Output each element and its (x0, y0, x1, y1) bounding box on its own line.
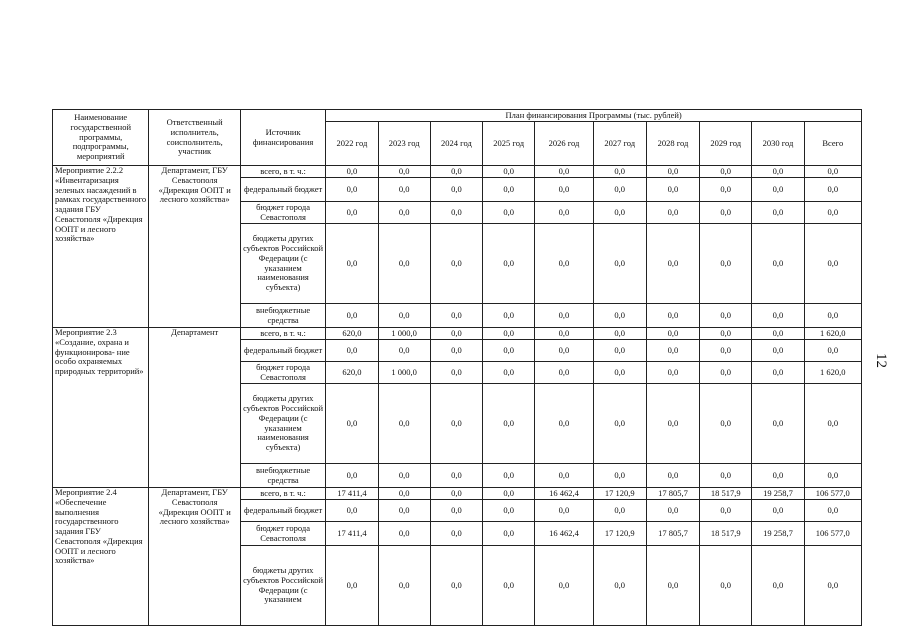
value-cell: 620,0 (326, 328, 378, 340)
value-cell: 0,0 (752, 166, 804, 178)
header-year: 2027 год (593, 122, 646, 166)
value-cell: 0,0 (483, 166, 535, 178)
value-cell: 0,0 (646, 500, 699, 522)
value-cell: 0,0 (378, 224, 430, 304)
value-cell: 19 258,7 (752, 522, 804, 546)
value-cell: 0,0 (430, 202, 482, 224)
value-cell: 0,0 (804, 464, 861, 488)
value-cell: 17 120,9 (593, 522, 646, 546)
value-cell: 0,0 (535, 340, 593, 362)
value-cell: 0,0 (593, 166, 646, 178)
value-cell: 0,0 (535, 304, 593, 328)
value-cell: 17 805,7 (646, 488, 699, 500)
value-cell: 1 620,0 (804, 362, 861, 384)
value-cell: 0,0 (535, 500, 593, 522)
value-cell: 0,0 (646, 328, 699, 340)
value-cell: 0,0 (752, 384, 804, 464)
value-cell: 0,0 (378, 202, 430, 224)
responsible-executor: Департамент (149, 328, 240, 488)
value-cell: 0,0 (378, 546, 430, 626)
value-cell: 0,0 (646, 304, 699, 328)
value-cell: 0,0 (535, 384, 593, 464)
value-cell: 0,0 (535, 546, 593, 626)
header-year: 2025 год (483, 122, 535, 166)
value-cell: 0,0 (326, 304, 378, 328)
value-cell: 0,0 (378, 340, 430, 362)
value-cell: 0,0 (326, 464, 378, 488)
value-cell: 0,0 (700, 546, 752, 626)
value-cell: 0,0 (326, 384, 378, 464)
value-cell: 0,0 (804, 500, 861, 522)
value-cell: 0,0 (430, 546, 482, 626)
value-cell: 0,0 (593, 384, 646, 464)
page-number: 12 (873, 353, 889, 368)
funding-source: всего, в т. ч.: (240, 488, 325, 500)
value-cell: 0,0 (483, 202, 535, 224)
value-cell: 0,0 (430, 488, 482, 500)
value-cell: 0,0 (804, 178, 861, 202)
measure-name: Мероприятие 2.4 «Обеспечение выполнения государственного задания ГБУ Севастополя «Дирекция ООПТ и лесного хозяйства» (53, 488, 149, 626)
value-cell: 0,0 (752, 202, 804, 224)
value-cell: 0,0 (483, 340, 535, 362)
header-year: 2022 год (326, 122, 378, 166)
value-cell: 0,0 (593, 304, 646, 328)
value-cell: 0,0 (700, 304, 752, 328)
value-cell: 0,0 (700, 202, 752, 224)
value-cell: 17 805,7 (646, 522, 699, 546)
funding-source: бюджеты других субъектов Российской Федерации (с указанием наименования субъекта) (240, 384, 325, 464)
value-cell: 0,0 (326, 202, 378, 224)
value-cell: 0,0 (804, 384, 861, 464)
value-cell: 0,0 (326, 340, 378, 362)
value-cell: 0,0 (752, 500, 804, 522)
value-cell: 0,0 (752, 224, 804, 304)
value-cell: 0,0 (593, 202, 646, 224)
value-cell: 0,0 (430, 340, 482, 362)
value-cell: 0,0 (593, 328, 646, 340)
value-cell: 18 517,9 (700, 522, 752, 546)
funding-source: всего, в т. ч.: (240, 166, 325, 178)
value-cell: 0,0 (378, 522, 430, 546)
value-cell: 0,0 (804, 166, 861, 178)
value-cell: 0,0 (700, 384, 752, 464)
value-cell: 17 411,4 (326, 522, 378, 546)
value-cell: 0,0 (326, 224, 378, 304)
value-cell: 18 517,9 (700, 488, 752, 500)
value-cell: 0,0 (483, 178, 535, 202)
value-cell: 0,0 (804, 304, 861, 328)
value-cell: 0,0 (752, 304, 804, 328)
value-cell: 0,0 (483, 304, 535, 328)
value-cell: 0,0 (430, 522, 482, 546)
funding-source: внебюджетные средства (240, 304, 325, 328)
responsible-executor: Департамент, ГБУ Севастополя «Дирекция ООПТ и лесного хозяйства» (149, 488, 240, 626)
value-cell: 0,0 (646, 202, 699, 224)
header-year: Всего (804, 122, 861, 166)
value-cell: 17 411,4 (326, 488, 378, 500)
value-cell: 0,0 (752, 464, 804, 488)
header-plan: План финансирования Программы (тыс. рублей) (326, 110, 862, 122)
value-cell: 1 000,0 (378, 328, 430, 340)
value-cell: 0,0 (700, 362, 752, 384)
table-row (53, 166, 862, 178)
value-cell: 0,0 (752, 178, 804, 202)
funding-source: бюджет города Севастополя (240, 362, 325, 384)
value-cell: 0,0 (378, 384, 430, 464)
measure-name: Мероприятие 2.3 «Создание, охрана и функционирова- ние особо охраняемых природных территорий» (53, 328, 149, 488)
value-cell: 0,0 (804, 202, 861, 224)
value-cell: 17 120,9 (593, 488, 646, 500)
value-cell: 0,0 (483, 522, 535, 546)
funding-source: внебюджетные средства (240, 464, 325, 488)
value-cell: 0,0 (326, 500, 378, 522)
value-cell: 0,0 (378, 178, 430, 202)
value-cell: 0,0 (593, 546, 646, 626)
value-cell: 0,0 (804, 340, 861, 362)
value-cell: 0,0 (593, 464, 646, 488)
value-cell: 0,0 (646, 464, 699, 488)
value-cell: 0,0 (535, 224, 593, 304)
value-cell: 0,0 (700, 328, 752, 340)
value-cell: 0,0 (378, 304, 430, 328)
value-cell: 0,0 (430, 384, 482, 464)
value-cell: 0,0 (326, 546, 378, 626)
header-year: 2026 год (535, 122, 593, 166)
value-cell: 0,0 (646, 384, 699, 464)
value-cell: 0,0 (700, 464, 752, 488)
financing-table (52, 109, 862, 626)
value-cell: 0,0 (593, 500, 646, 522)
value-cell: 0,0 (430, 464, 482, 488)
value-cell: 0,0 (483, 546, 535, 626)
value-cell: 19 258,7 (752, 488, 804, 500)
value-cell: 0,0 (483, 362, 535, 384)
value-cell: 1 000,0 (378, 362, 430, 384)
value-cell: 0,0 (326, 166, 378, 178)
header-year: 2028 год (646, 122, 699, 166)
header-year: 2030 год (752, 122, 804, 166)
value-cell: 0,0 (430, 304, 482, 328)
table-row (53, 488, 862, 500)
funding-source: бюджет города Севастополя (240, 202, 325, 224)
value-cell: 0,0 (804, 224, 861, 304)
value-cell: 0,0 (378, 500, 430, 522)
responsible-executor: Департамент, ГБУ Севастополя «Дирекция ООПТ и лесного хозяйства» (149, 166, 240, 328)
value-cell: 1 620,0 (804, 328, 861, 340)
value-cell: 0,0 (535, 202, 593, 224)
value-cell: 0,0 (646, 340, 699, 362)
value-cell: 0,0 (535, 178, 593, 202)
value-cell: 620,0 (326, 362, 378, 384)
funding-source: федеральный бюджет (240, 340, 325, 362)
value-cell: 0,0 (593, 178, 646, 202)
funding-source: всего, в т. ч.: (240, 328, 325, 340)
value-cell: 0,0 (430, 362, 482, 384)
value-cell: 0,0 (483, 328, 535, 340)
value-cell: 0,0 (646, 362, 699, 384)
value-cell: 16 462,4 (535, 488, 593, 500)
value-cell: 0,0 (378, 488, 430, 500)
value-cell: 0,0 (430, 178, 482, 202)
value-cell: 0,0 (593, 224, 646, 304)
value-cell: 0,0 (483, 224, 535, 304)
value-cell: 0,0 (378, 464, 430, 488)
header-year: 2024 год (430, 122, 482, 166)
header-measure: Наименование государственной программы, подпрограммы, мероприятий (53, 110, 149, 166)
value-cell: 0,0 (593, 362, 646, 384)
value-cell: 0,0 (752, 328, 804, 340)
value-cell: 0,0 (700, 224, 752, 304)
value-cell: 0,0 (646, 178, 699, 202)
funding-source: бюджеты других субъектов Российской Федерации (с указанием (240, 546, 325, 626)
value-cell: 0,0 (646, 224, 699, 304)
value-cell: 0,0 (430, 166, 482, 178)
value-cell: 0,0 (646, 166, 699, 178)
value-cell: 0,0 (430, 500, 482, 522)
header-year: 2029 год (700, 122, 752, 166)
value-cell: 0,0 (483, 464, 535, 488)
value-cell: 106 577,0 (804, 522, 861, 546)
value-cell: 0,0 (535, 464, 593, 488)
value-cell: 0,0 (483, 500, 535, 522)
value-cell: 0,0 (535, 362, 593, 384)
value-cell: 0,0 (593, 340, 646, 362)
value-cell: 0,0 (326, 178, 378, 202)
value-cell: 0,0 (430, 224, 482, 304)
measure-name: Мероприятие 2.2.2 «Инвентаризация зеленых насаждений в рамках государственного задания ГБУ Севастополя «Дирекция ООПТ и лесного хозяйства» (53, 166, 149, 328)
value-cell: 0,0 (483, 488, 535, 500)
value-cell: 0,0 (483, 384, 535, 464)
value-cell: 0,0 (535, 166, 593, 178)
header-year: 2023 год (378, 122, 430, 166)
value-cell: 106 577,0 (804, 488, 861, 500)
value-cell: 16 462,4 (535, 522, 593, 546)
value-cell: 0,0 (752, 546, 804, 626)
value-cell: 0,0 (646, 546, 699, 626)
funding-source: федеральный бюджет (240, 178, 325, 202)
value-cell: 0,0 (535, 328, 593, 340)
value-cell: 0,0 (700, 178, 752, 202)
funding-source: бюджет города Севастополя (240, 522, 325, 546)
funding-source: бюджеты других субъектов Российской Федерации (с указанием наименования субъекта) (240, 224, 325, 304)
header-responsible: Ответственный исполнитель, соисполнитель, участник (149, 110, 240, 166)
value-cell: 0,0 (752, 362, 804, 384)
value-cell: 0,0 (752, 340, 804, 362)
value-cell: 0,0 (804, 546, 861, 626)
value-cell: 0,0 (700, 500, 752, 522)
header-source: Источник финансирования (240, 110, 325, 166)
value-cell: 0,0 (378, 166, 430, 178)
value-cell: 0,0 (430, 328, 482, 340)
table-row (53, 328, 862, 340)
value-cell: 0,0 (700, 166, 752, 178)
funding-source: федеральный бюджет (240, 500, 325, 522)
value-cell: 0,0 (700, 340, 752, 362)
